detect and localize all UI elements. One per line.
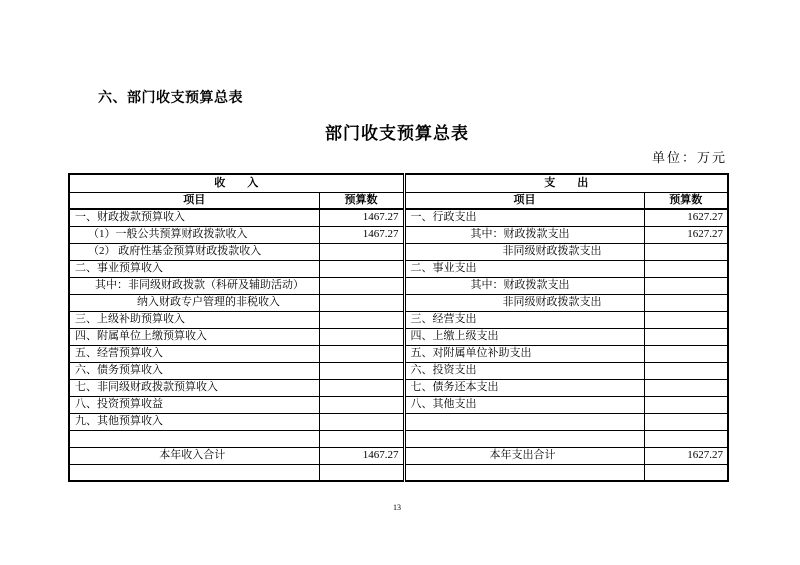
table-row: [69, 396, 728, 413]
table-row: [69, 243, 728, 260]
expense-item-cell: 三、经营支出: [404, 311, 644, 328]
income-value-cell: [319, 345, 404, 362]
expense-total-label: 本年支出合计: [404, 447, 644, 464]
table-column-header-row: [69, 192, 728, 209]
table-row: [69, 260, 728, 277]
expense-value-cell: [644, 243, 728, 260]
income-value-cell: 1467.27: [319, 209, 404, 226]
income-item-cell: 五、经营预算收入: [69, 345, 319, 362]
expense-value-cell: [644, 413, 728, 430]
income-value-cell: [319, 328, 404, 345]
income-item-cell: 二、事业预算收入: [69, 260, 319, 277]
table-row: [69, 209, 728, 226]
page-number: 13: [393, 503, 401, 512]
expense-value-cell: [644, 311, 728, 328]
income-value-cell: [319, 277, 404, 294]
income-total-value: 1467.27: [319, 447, 404, 464]
table-row: [69, 311, 728, 328]
expense-item-cell: 非同级财政拨款支出: [404, 294, 644, 311]
income-item-cell: 六、债务预算收入: [69, 362, 319, 379]
expense-item-cell: 六、投资支出: [404, 362, 644, 379]
income-value-cell: [319, 243, 404, 260]
income-item-cell: 纳入财政专户管理的非税收入: [69, 294, 319, 311]
income-item-cell: 一、财政拨款预算收入: [69, 209, 319, 226]
expense-item-cell: 其中：财政拨款支出: [404, 277, 644, 294]
income-item-cell: （1）一般公共预算财政拨款收入: [69, 226, 319, 243]
expense-value-cell: [644, 430, 728, 447]
page-title: 部门收支预算总表: [325, 124, 469, 143]
expense-item-cell: 非同级财政拨款支出: [404, 243, 644, 260]
expense-value-cell: [644, 396, 728, 413]
expense-item-cell: 二、事业支出: [404, 260, 644, 277]
expense-item-cell: 其中：财政拨款支出: [404, 226, 644, 243]
table-row: [69, 345, 728, 362]
expense-value-cell: [644, 260, 728, 277]
income-budget-column-header: 预算数: [319, 192, 404, 209]
expense-value-cell: [644, 294, 728, 311]
expense-budget-column-header: 预算数: [644, 192, 728, 209]
income-value-cell: [319, 294, 404, 311]
income-item-cell: [69, 430, 319, 447]
income-item-cell: 七、非同级财政拨款预算收入: [69, 379, 319, 396]
expense-item-column-header: 项目: [404, 192, 644, 209]
income-item-column-header: 项目: [69, 192, 319, 209]
expense-value-cell: 1627.27: [644, 209, 728, 226]
expense-item-cell: 一、行政支出: [404, 209, 644, 226]
income-value-cell: [319, 379, 404, 396]
table-row: [69, 362, 728, 379]
budget-table: [68, 173, 729, 482]
expense-item-cell: [404, 430, 644, 447]
income-value-cell: [319, 260, 404, 277]
expense-value-cell: 1627.27: [644, 226, 728, 243]
income-value-cell: [319, 362, 404, 379]
income-item-cell: 四、附属单位上缴预算收入: [69, 328, 319, 345]
expense-item-cell: 八、其他支出: [404, 396, 644, 413]
income-section-header: 收 入: [69, 174, 404, 192]
income-value-cell: [319, 413, 404, 430]
table-row: [69, 430, 728, 447]
expense-item-cell: 四、上缴上级支出: [404, 328, 644, 345]
expense-value-cell: [644, 464, 728, 481]
income-item-cell: 九、其他预算收入: [69, 413, 319, 430]
income-value-cell: [319, 311, 404, 328]
income-item-cell: [69, 464, 319, 481]
income-item-cell: 八、投资预算收益: [69, 396, 319, 413]
table-section-header-row: [69, 174, 728, 192]
income-total-label: 本年收入合计: [69, 447, 319, 464]
expense-item-cell: [404, 464, 644, 481]
expense-item-cell: 五、对附属单位补助支出: [404, 345, 644, 362]
expense-section-header: 支 出: [404, 174, 728, 192]
income-item-cell: 其中：非同级财政拨款（科研及辅助活动）: [69, 277, 319, 294]
income-item-cell: 三、上级补助预算收入: [69, 311, 319, 328]
section-heading: 六、部门收支预算总表: [98, 89, 243, 105]
expense-value-cell: [644, 362, 728, 379]
expense-item-cell: [404, 413, 644, 430]
table-row: [69, 464, 728, 481]
table-row: [69, 328, 728, 345]
income-value-cell: [319, 396, 404, 413]
unit-label: 单位：万元: [651, 150, 727, 165]
expense-value-cell: [644, 379, 728, 396]
table-row: [69, 226, 728, 243]
expense-item-cell: 七、债务还本支出: [404, 379, 644, 396]
table-row: [69, 413, 728, 430]
expense-value-cell: [644, 277, 728, 294]
expense-value-cell: [644, 328, 728, 345]
table-row: [69, 379, 728, 396]
table-row: [69, 277, 728, 294]
income-value-cell: [319, 464, 404, 481]
expense-value-cell: [644, 345, 728, 362]
income-value-cell: [319, 430, 404, 447]
income-value-cell: 1467.27: [319, 226, 404, 243]
table-row: [69, 294, 728, 311]
income-item-cell: （2） 政府性基金预算财政拨款收入: [69, 243, 319, 260]
expense-total-value: 1627.27: [644, 447, 728, 464]
table-total-row: [69, 447, 728, 464]
